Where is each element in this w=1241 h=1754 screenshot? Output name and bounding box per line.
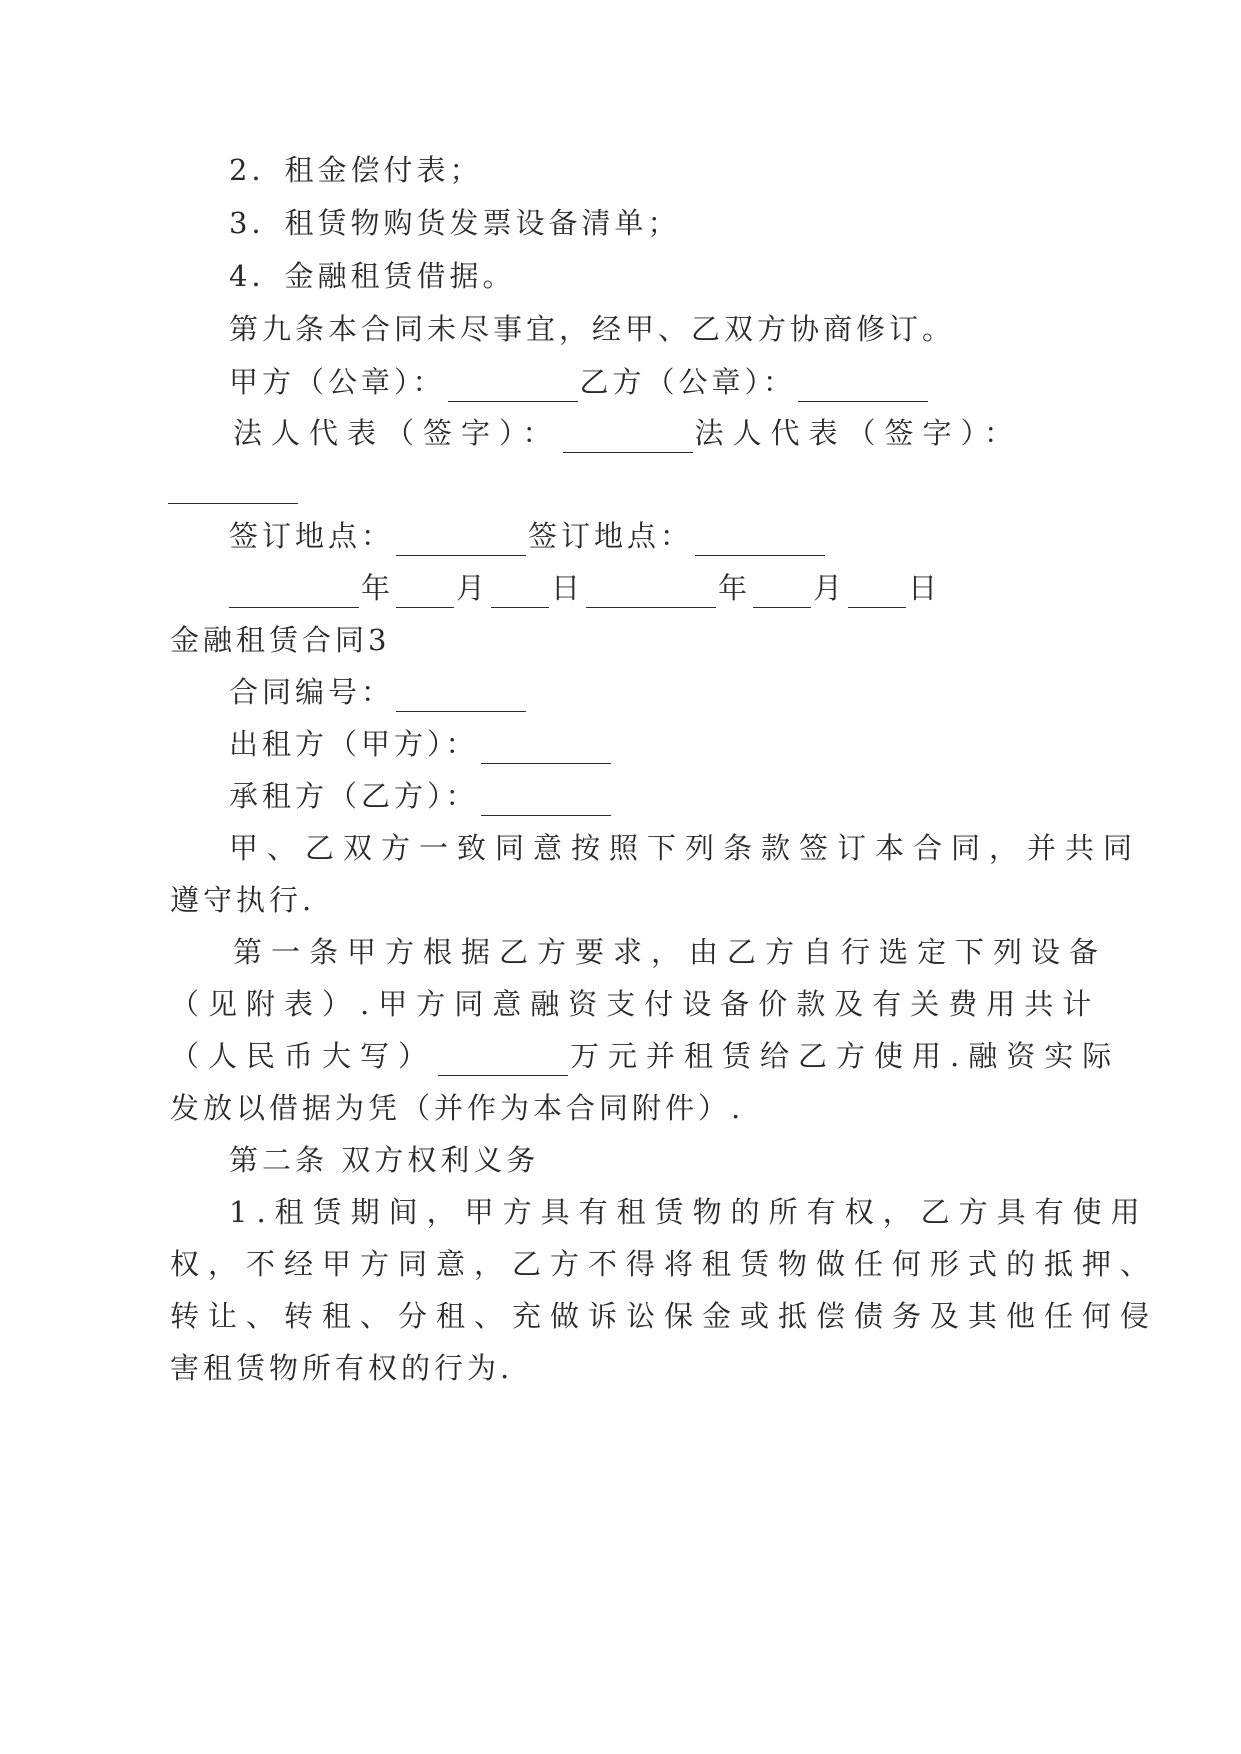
rep-b-blank: [168, 473, 298, 504]
month-b-blank: [753, 577, 811, 608]
lessee-blank: [481, 785, 611, 816]
lessor-label: 出租方（甲方）：: [229, 727, 479, 761]
contract-number-blank: [396, 681, 526, 712]
month-a-blank: [396, 577, 454, 608]
rep-b-label: 法人代表（签字）：: [694, 416, 1023, 450]
article-1-line: 第一条甲方根据乙方要求，由乙方自行选定下列设备: [233, 935, 1108, 969]
day-b-blank: [848, 577, 906, 608]
rep-a-label: 法人代表（签字）：: [233, 416, 561, 450]
lessee-row: [229, 776, 613, 816]
contract-heading: 金融租赁合同3: [170, 623, 391, 657]
rmb-label: （人民币大写）: [170, 1039, 437, 1073]
year-b-label: 年: [718, 571, 752, 605]
day-a-blank: [491, 577, 549, 608]
rep-b-blank-row: [168, 464, 298, 504]
representative-row: [233, 413, 1022, 453]
article-2-heading: 第二条 双方权利义务: [229, 1143, 540, 1177]
year-b-blank: [586, 577, 716, 608]
signature-seal-row: [229, 362, 930, 402]
party-b-seal-blank: [798, 371, 928, 402]
article-2-line: 转让、转租、分租、充做诉讼保金或抵偿债务及其他任何侵: [170, 1299, 1159, 1333]
contract-number-label: 合同编号：: [229, 675, 395, 709]
article-1-line: 发放以借据为凭（并作为本合同附件）.: [170, 1091, 745, 1125]
place-a-blank: [396, 525, 526, 556]
year-a-blank: [229, 577, 359, 608]
place-a-label: 签订地点：: [229, 519, 395, 553]
paragraph-line: 甲、乙双方一致同意按照下列条款签订本合同，并共同: [229, 831, 1142, 865]
list-item-2: 2．租金偿付表；: [229, 153, 483, 187]
place-b-label: 签订地点：: [528, 519, 694, 553]
article-1-line: [170, 1036, 1120, 1076]
party-b-seal-label: 乙方（公章）：: [579, 365, 797, 399]
amount-suffix: 万元并租赁给乙方使用.融资实际: [570, 1039, 1121, 1073]
date-row: [229, 568, 941, 608]
article-2-line: 1.租赁期间，甲方具有租赁物的所有权，乙方具有使用: [229, 1195, 1149, 1229]
article-2-line: 权，不经甲方同意，乙方不得将租赁物做任何形式的抵押、: [170, 1247, 1159, 1281]
year-a-label: 年: [361, 571, 395, 605]
list-item-3: 3．租赁物购货发票设备清单；: [229, 206, 681, 240]
list-item-4: 4．金融租赁借据。: [229, 259, 516, 293]
signing-place-row: [229, 516, 827, 556]
article-2-line: 害租赁物所有权的行为.: [170, 1351, 514, 1385]
article-1-line: （见附表）.甲方同意融资支付设备价款及有关费用共计: [170, 987, 1101, 1021]
article-9: 第九条本合同未尽事宜，经甲、乙双方协商修订。: [229, 312, 956, 346]
paragraph-line: 遵守执行.: [170, 883, 316, 917]
party-a-seal-blank: [448, 371, 578, 402]
amount-blank: [438, 1045, 568, 1076]
contract-number-row: [229, 672, 528, 712]
rep-a-blank: [563, 422, 693, 453]
place-b-blank: [695, 525, 825, 556]
month-b-label: 月: [813, 571, 847, 605]
lessee-label: 承租方（乙方）：: [229, 779, 479, 813]
day-a-label: 日: [551, 571, 585, 605]
party-a-seal-label: 甲方（公章）：: [229, 365, 446, 399]
day-b-label: 日: [908, 571, 942, 605]
lessor-blank: [481, 733, 611, 764]
month-a-label: 月: [456, 571, 490, 605]
lessor-row: [229, 724, 613, 764]
